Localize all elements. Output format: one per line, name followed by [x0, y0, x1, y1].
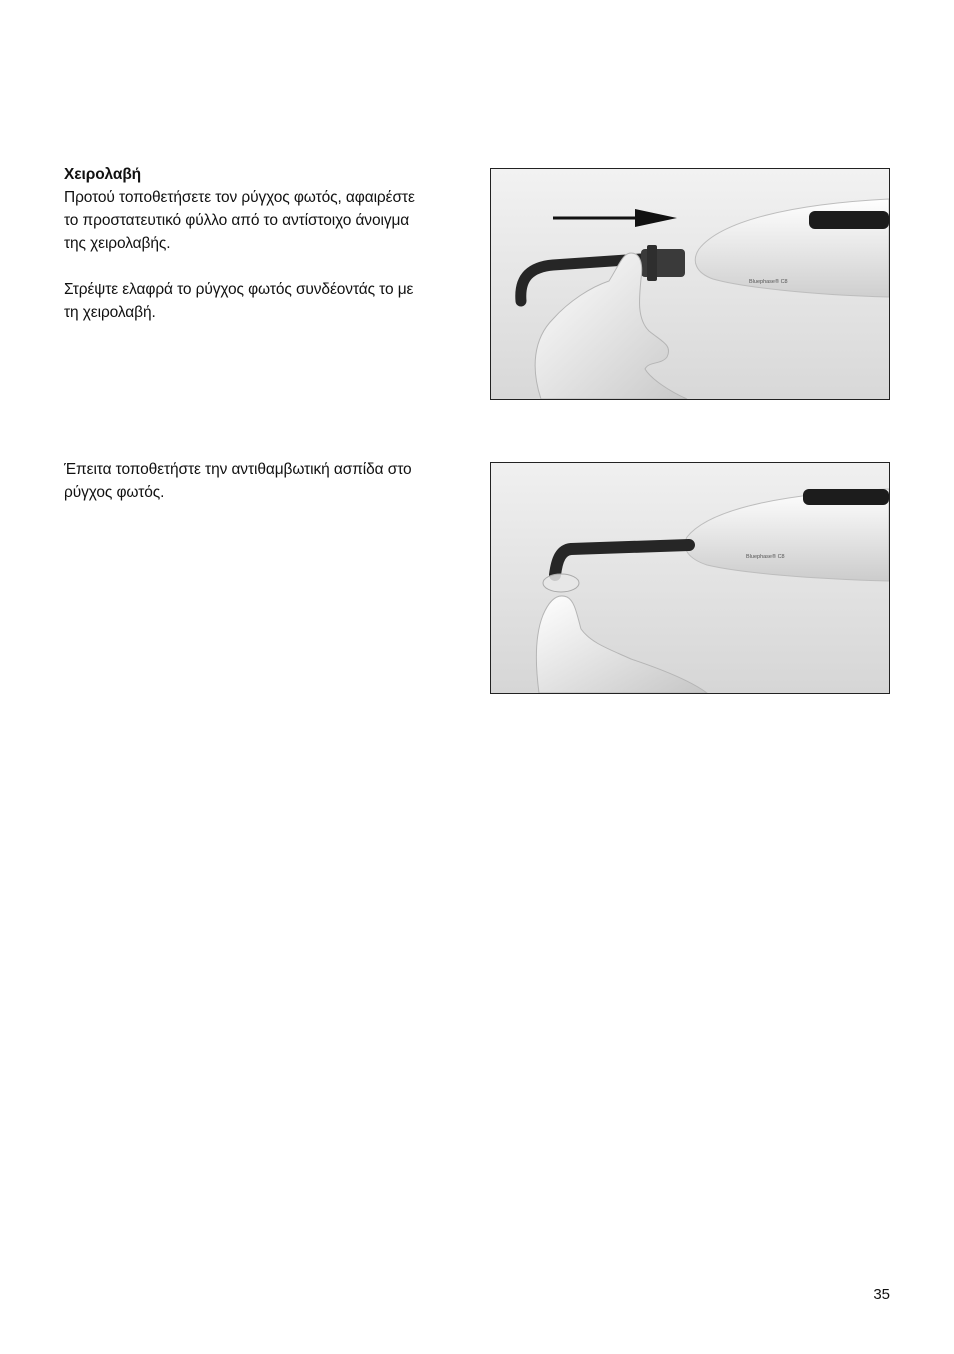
device-label: Bluephase® C8	[746, 554, 785, 560]
photo-illustration	[491, 463, 889, 693]
photo-attach-glare-shield	[490, 462, 890, 694]
paragraph-line: Έπειτα τοποθετήστε την αντιθαμβωτική ασπίδα στο	[64, 461, 412, 478]
paragraph-line: το προστατευτικό φύλλο από το αντίστοιχο άνοιγμα	[64, 212, 410, 229]
paragraph-line: τη χειρολαβή.	[64, 304, 156, 321]
paragraph-line: Προτού τοποθετήσετε τον ρύγχος φωτός, αφαιρέστε	[64, 189, 415, 206]
photo-illustration	[491, 169, 889, 399]
paragraph-line: Στρέψτε ελαφρά το ρύγχος φωτός συνδέοντάς το με	[64, 281, 414, 298]
paragraph-line: ρύγχος φωτός.	[64, 484, 165, 501]
section-handpiece-text	[64, 163, 474, 324]
photo-attach-light-probe	[490, 168, 890, 400]
section-heading: Χειρολαβή	[64, 166, 142, 183]
page-number: 35	[873, 1286, 890, 1303]
device-label: Bluephase® C8	[749, 279, 788, 285]
paragraph-line: της χειρολαβής.	[64, 235, 171, 252]
section-shield-text	[64, 458, 474, 504]
